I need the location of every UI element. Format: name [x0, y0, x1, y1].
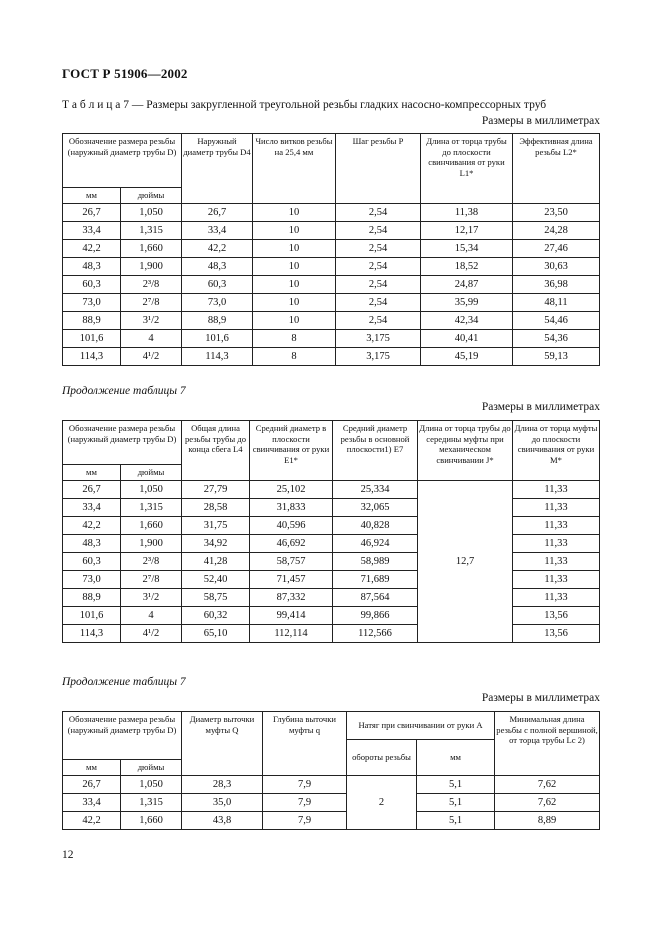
- cell-mm: 73,0: [63, 571, 121, 589]
- cell-coupling-length: 11,33: [513, 571, 600, 589]
- cell-mm: 48,3: [63, 535, 121, 553]
- cell-mean-diameter-main: 99,866: [333, 607, 418, 625]
- cell-recess-diameter: 28,3: [182, 776, 263, 794]
- table-row: [63, 204, 600, 222]
- cell-pitch: 2,54: [336, 222, 421, 240]
- table-row: [63, 312, 600, 330]
- cell-mean-diameter-main: 58,989: [333, 553, 418, 571]
- cell-inches: 1,050: [121, 481, 182, 499]
- cell-turns: 2: [347, 776, 417, 830]
- header-inches: дюймы: [121, 465, 182, 481]
- cell-effective-length: 54,46: [513, 312, 600, 330]
- cell-mm: 114,3: [63, 348, 121, 366]
- table-7-part-3: [62, 711, 600, 830]
- header-interference-mm: мм: [417, 740, 495, 776]
- cell-mm: 42,2: [63, 517, 121, 535]
- cell-interference-mm: 5,1: [417, 794, 495, 812]
- cell-total-length: 34,92: [182, 535, 250, 553]
- table-row: [63, 553, 600, 571]
- cell-mm: 42,2: [63, 812, 121, 830]
- cell-length-to-plane: 42,34: [421, 312, 513, 330]
- cell-total-length: 52,40: [182, 571, 250, 589]
- cell-recess-diameter: 43,8: [182, 812, 263, 830]
- cell-threads-count: 10: [253, 204, 336, 222]
- cell-inches: 1,660: [121, 240, 182, 258]
- cell-outer-diameter: 60,3: [182, 276, 253, 294]
- cell-recess-depth: 7,9: [263, 794, 347, 812]
- cell-pitch: 2,54: [336, 240, 421, 258]
- header-interference: Натяг при свинчивании от руки A: [347, 712, 495, 740]
- cell-inches: 1,660: [121, 812, 182, 830]
- cell-mm: 88,9: [63, 312, 121, 330]
- header-mm: мм: [63, 760, 121, 776]
- header-designation: Обозначение размера резьбы (наружный диаметр трубы D): [63, 134, 182, 188]
- cell-mean-diameter-main: 87,564: [333, 589, 418, 607]
- header-inches: дюймы: [121, 188, 182, 204]
- table-row: [63, 589, 600, 607]
- table-row: [63, 812, 600, 830]
- cell-total-length: 41,28: [182, 553, 250, 571]
- cell-total-length: 65,10: [182, 625, 250, 643]
- cell-outer-diameter: 101,6: [182, 330, 253, 348]
- table-row: [63, 481, 600, 499]
- cell-min-length: 7,62: [495, 794, 600, 812]
- cell-recess-diameter: 35,0: [182, 794, 263, 812]
- cell-inches: 4¹/2: [121, 625, 182, 643]
- cell-effective-length: 36,98: [513, 276, 600, 294]
- cell-effective-length: 48,11: [513, 294, 600, 312]
- cell-coupling-length: 11,33: [513, 481, 600, 499]
- cell-inches: 4: [121, 330, 182, 348]
- table-row: [63, 499, 600, 517]
- cell-mean-diameter-main: 25,334: [333, 481, 418, 499]
- table-row: [63, 571, 600, 589]
- cell-mean-diameter-main: 112,566: [333, 625, 418, 643]
- cell-threads-count: 8: [253, 348, 336, 366]
- header-threads-count: Число витков резьбы на 25,4 мм: [253, 134, 336, 204]
- table-row: [63, 517, 600, 535]
- cell-recess-depth: 7,9: [263, 812, 347, 830]
- header-pitch: Шаг резьбы P: [336, 134, 421, 204]
- cell-pitch: 2,54: [336, 258, 421, 276]
- cell-interference-mm: 5,1: [417, 776, 495, 794]
- cell-mean-diameter: 112,114: [250, 625, 333, 643]
- cell-coupling-length: 13,56: [513, 625, 600, 643]
- cell-coupling-length: 11,33: [513, 499, 600, 517]
- continuation-label-1: Продолжение таблицы 7: [62, 385, 186, 397]
- table-row: [63, 276, 600, 294]
- page-number: 12: [62, 849, 74, 861]
- cell-outer-diameter: 26,7: [182, 204, 253, 222]
- cell-mm: 60,3: [63, 553, 121, 571]
- units-note-3: Размеры в миллиметрах: [481, 692, 600, 704]
- cell-mm: 33,4: [63, 499, 121, 517]
- header-inches: дюймы: [121, 760, 182, 776]
- table-row: [63, 535, 600, 553]
- cell-mean-diameter-main: 46,924: [333, 535, 418, 553]
- cell-pitch: 2,54: [336, 276, 421, 294]
- header-effective-length: Эффективная длина резьбы L2*: [513, 134, 600, 204]
- cell-threads-count: 8: [253, 330, 336, 348]
- cell-pitch: 2,54: [336, 312, 421, 330]
- cell-inches: 4: [121, 607, 182, 625]
- cell-pitch: 2,54: [336, 204, 421, 222]
- cell-coupling-length: 11,33: [513, 517, 600, 535]
- cell-inches: 4¹/2: [121, 348, 182, 366]
- cell-inches: 1,050: [121, 776, 182, 794]
- cell-outer-diameter: 73,0: [182, 294, 253, 312]
- cell-mm: 101,6: [63, 330, 121, 348]
- header-total-length: Общая длина резьбы трубы до конца сбега L4: [182, 421, 250, 481]
- cell-coupling-length: 11,33: [513, 589, 600, 607]
- cell-threads-count: 10: [253, 258, 336, 276]
- cell-mean-diameter-main: 71,689: [333, 571, 418, 589]
- cell-min-length: 7,62: [495, 776, 600, 794]
- cell-length-to-plane: 15,34: [421, 240, 513, 258]
- cell-inches: 1,050: [121, 204, 182, 222]
- cell-outer-diameter: 114,3: [182, 348, 253, 366]
- table-row: [63, 222, 600, 240]
- header-mm: мм: [63, 188, 121, 204]
- cell-effective-length: 54,36: [513, 330, 600, 348]
- header-coupling-length: Длина от торца муфты до плоскости свинчивания от руки M*: [513, 421, 600, 481]
- header-min-length: Минимальная длина резьбы с полной вершиной, от торца трубы Lc 2): [495, 712, 600, 776]
- cell-total-length: 27,79: [182, 481, 250, 499]
- header-designation: Обозначение размера резьбы (наружный диаметр трубы D): [63, 712, 182, 760]
- cell-inches: 1,315: [121, 794, 182, 812]
- document-title: ГОСТ Р 51906—2002: [62, 66, 188, 81]
- cell-mm: 33,4: [63, 794, 121, 812]
- cell-mm: 101,6: [63, 607, 121, 625]
- header-designation: Обозначение размера резьбы (наружный диаметр трубы D): [63, 421, 182, 465]
- cell-interference-mm: 5,1: [417, 812, 495, 830]
- table-row: [63, 330, 600, 348]
- header-length-to-plane: Длина от торца трубы до плоскости свинчивания от руки L1*: [421, 134, 513, 204]
- table-7-part-2: [62, 420, 600, 643]
- cell-inches: 2³/8: [121, 553, 182, 571]
- cell-inches: 2⁷/8: [121, 294, 182, 312]
- cell-outer-diameter: 88,9: [182, 312, 253, 330]
- cell-mm: 42,2: [63, 240, 121, 258]
- cell-threads-count: 10: [253, 294, 336, 312]
- table-row: [63, 607, 600, 625]
- cell-threads-count: 10: [253, 276, 336, 294]
- cell-length-to-plane: 45,19: [421, 348, 513, 366]
- cell-pitch: 3,175: [336, 348, 421, 366]
- cell-mean-diameter: 71,457: [250, 571, 333, 589]
- table-row: [63, 258, 600, 276]
- cell-threads-count: 10: [253, 312, 336, 330]
- cell-threads-count: 10: [253, 222, 336, 240]
- header-mean-diameter: Средний диаметр в плоскости свинчивания от руки E1*: [250, 421, 333, 481]
- cell-effective-length: 59,13: [513, 348, 600, 366]
- table-title: Т а б л и ц а 7 — Размеры закругленной треугольной резьбы гладких насосно-компрессорных труб: [62, 99, 547, 111]
- cell-mm: 48,3: [63, 258, 121, 276]
- cell-inches: 1,315: [121, 499, 182, 517]
- cell-mm: 26,7: [63, 204, 121, 222]
- cell-mean-diameter: 58,757: [250, 553, 333, 571]
- cell-effective-length: 23,50: [513, 204, 600, 222]
- cell-mean-diameter: 31,833: [250, 499, 333, 517]
- cell-total-length: 31,75: [182, 517, 250, 535]
- cell-mean-diameter: 99,414: [250, 607, 333, 625]
- cell-effective-length: 24,28: [513, 222, 600, 240]
- cell-mean-diameter: 40,596: [250, 517, 333, 535]
- table-row: [63, 776, 600, 794]
- cell-effective-length: 27,46: [513, 240, 600, 258]
- cell-length-to-plane: 24,87: [421, 276, 513, 294]
- table-7-part-1: [62, 133, 600, 366]
- cell-total-length: 28,58: [182, 499, 250, 517]
- cell-length-to-middle: 12,7: [418, 481, 513, 643]
- cell-mm: 60,3: [63, 276, 121, 294]
- table-row: [63, 240, 600, 258]
- cell-length-to-plane: 12,17: [421, 222, 513, 240]
- cell-mean-diameter: 87,332: [250, 589, 333, 607]
- cell-inches: 1,900: [121, 258, 182, 276]
- table-row: [63, 625, 600, 643]
- cell-total-length: 58,75: [182, 589, 250, 607]
- cell-min-length: 8,89: [495, 812, 600, 830]
- cell-coupling-length: 11,33: [513, 553, 600, 571]
- cell-mm: 73,0: [63, 294, 121, 312]
- header-mm: мм: [63, 465, 121, 481]
- header-outer-diameter: Наружный диаметр трубы D4: [182, 134, 253, 204]
- cell-mm: 33,4: [63, 222, 121, 240]
- continuation-label-2: Продолжение таблицы 7: [62, 676, 186, 688]
- cell-length-to-plane: 35,99: [421, 294, 513, 312]
- cell-mm: 114,3: [63, 625, 121, 643]
- cell-coupling-length: 11,33: [513, 535, 600, 553]
- cell-inches: 1,315: [121, 222, 182, 240]
- header-recess-depth: Глубина выточки муфты q: [263, 712, 347, 776]
- cell-outer-diameter: 33,4: [182, 222, 253, 240]
- units-note-2: Размеры в миллиметрах: [481, 401, 600, 413]
- cell-inches: 2³/8: [121, 276, 182, 294]
- cell-pitch: 3,175: [336, 330, 421, 348]
- cell-inches: 3¹/2: [121, 312, 182, 330]
- cell-length-to-plane: 40,41: [421, 330, 513, 348]
- cell-mm: 88,9: [63, 589, 121, 607]
- cell-mean-diameter-main: 32,065: [333, 499, 418, 517]
- table-row: [63, 294, 600, 312]
- cell-length-to-plane: 18,52: [421, 258, 513, 276]
- cell-mm: 26,7: [63, 481, 121, 499]
- table-row: [63, 348, 600, 366]
- cell-outer-diameter: 48,3: [182, 258, 253, 276]
- cell-outer-diameter: 42,2: [182, 240, 253, 258]
- cell-recess-depth: 7,9: [263, 776, 347, 794]
- table-row: [63, 794, 600, 812]
- cell-inches: 2⁷/8: [121, 571, 182, 589]
- cell-threads-count: 10: [253, 240, 336, 258]
- cell-inches: 1,660: [121, 517, 182, 535]
- cell-coupling-length: 13,56: [513, 607, 600, 625]
- header-mean-diameter-main: Средний диаметр резьбы в основной плоскости1) E7: [333, 421, 418, 481]
- cell-effective-length: 30,63: [513, 258, 600, 276]
- header-length-to-middle: Длина от торца трубы до середины муфты при механическом свинчивании J*: [418, 421, 513, 481]
- cell-mean-diameter: 25,102: [250, 481, 333, 499]
- cell-mean-diameter: 46,692: [250, 535, 333, 553]
- cell-mean-diameter-main: 40,828: [333, 517, 418, 535]
- cell-pitch: 2,54: [336, 294, 421, 312]
- cell-total-length: 60,32: [182, 607, 250, 625]
- cell-length-to-plane: 11,38: [421, 204, 513, 222]
- cell-inches: 3¹/2: [121, 589, 182, 607]
- units-note-1: Размеры в миллиметрах: [481, 115, 600, 127]
- cell-mm: 26,7: [63, 776, 121, 794]
- header-turns: обороты резьбы: [347, 740, 417, 776]
- header-recess-diameter: Диаметр выточки муфты Q: [182, 712, 263, 776]
- cell-inches: 1,900: [121, 535, 182, 553]
